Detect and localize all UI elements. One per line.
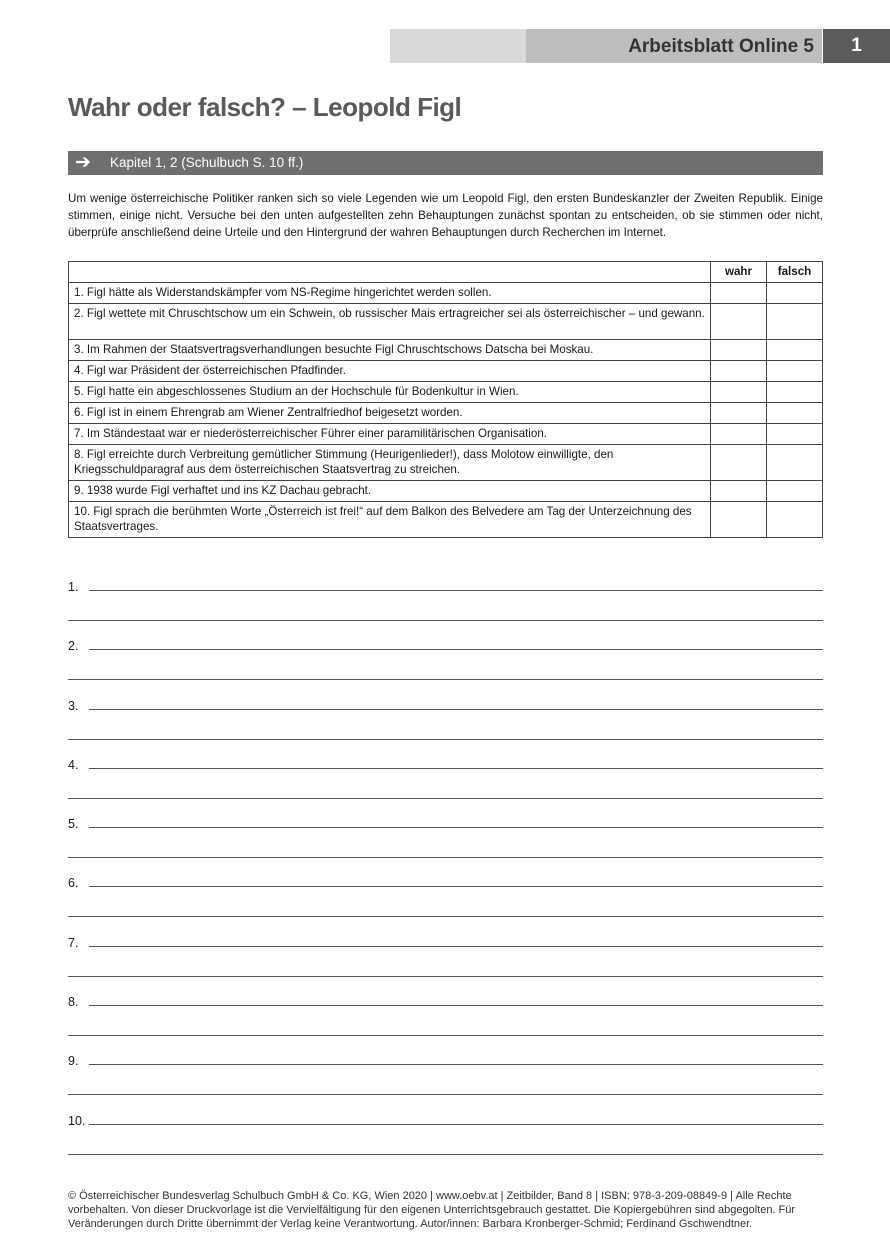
answer-number: 7. <box>68 935 79 950</box>
answer-number: 10. <box>68 1113 86 1128</box>
true-checkbox-cell[interactable] <box>711 424 767 445</box>
statement-text: 8. Figl erreichte durch Verbreitung gemütlicher Stimmung (Heurigenlieder!), dass Molotow einwilligte, den Kriegsschuldparagraf aus dem österreichischen Staatsvertrag zu streichen. <box>69 445 711 481</box>
answer-number: 1. <box>68 580 79 594</box>
true-checkbox-cell[interactable] <box>711 502 767 538</box>
false-checkbox-cell[interactable] <box>767 361 823 382</box>
statement-text: 10. Figl sprach die berühmten Worte „Österreich ist frei!“ auf dem Balkon des Belvedere am Tag der Unterzeichnung des Staatsvertrages. <box>69 502 711 538</box>
false-checkbox-cell[interactable] <box>767 304 823 340</box>
answer-line[interactable] <box>89 886 823 887</box>
false-checkbox-cell[interactable] <box>767 481 823 502</box>
answer-block <box>68 750 823 809</box>
false-checkbox-cell[interactable] <box>767 445 823 481</box>
statement-text: 9. 1938 wurde Figl verhaftet und ins KZ Dachau gebracht. <box>69 481 711 502</box>
arrow-right-icon: ➔ <box>75 152 91 173</box>
answer-line[interactable] <box>68 976 823 977</box>
header-band-light <box>390 29 526 63</box>
statement-text: 5. Figl hatte ein abgeschlossenes Studium an der Hochschule für Bodenkultur in Wien. <box>69 382 711 403</box>
true-checkbox-cell[interactable] <box>711 361 767 382</box>
answer-line[interactable] <box>68 620 823 621</box>
answer-block <box>68 691 823 750</box>
table-row <box>69 481 823 502</box>
answer-line[interactable] <box>89 709 823 710</box>
false-checkbox-cell[interactable] <box>767 424 823 445</box>
page-number: 1 <box>851 35 862 56</box>
answer-line[interactable] <box>89 946 823 947</box>
true-checkbox-cell[interactable] <box>711 304 767 340</box>
table-row <box>69 340 823 361</box>
answer-lines <box>68 572 823 1165</box>
statement-text: 7. Im Ständestaat war er niederösterreichischer Führer einer paramilitärischen Organisation. <box>69 424 711 445</box>
answer-number: 8. <box>68 995 79 1010</box>
answer-line[interactable] <box>68 798 823 799</box>
false-checkbox-cell[interactable] <box>767 283 823 304</box>
table-row <box>69 403 823 424</box>
worksheet-label: Arbeitsblatt Online 5 <box>628 36 814 57</box>
answer-block <box>68 928 823 987</box>
statement-text: 1. Figl hätte als Widerstandskämpfer vom NS-Regime hingerichtet werden sollen. <box>69 283 711 304</box>
statements-table <box>68 261 823 538</box>
answer-line[interactable] <box>89 590 823 591</box>
table-row <box>69 424 823 445</box>
answer-block <box>68 1046 823 1105</box>
answer-block <box>68 868 823 927</box>
answer-line[interactable] <box>89 1005 823 1006</box>
answer-line[interactable] <box>68 1035 823 1036</box>
table-row <box>69 382 823 403</box>
true-checkbox-cell[interactable] <box>711 382 767 403</box>
answer-line[interactable] <box>68 679 823 680</box>
chapter-reference: Kapitel 1, 2 (Schulbuch S. 10 ff.) <box>110 155 304 170</box>
false-checkbox-cell[interactable] <box>767 403 823 424</box>
true-checkbox-cell[interactable] <box>711 340 767 361</box>
answer-line[interactable] <box>68 916 823 917</box>
answer-block <box>68 572 823 631</box>
answer-block <box>68 1106 823 1165</box>
column-header-false: falsch <box>767 262 823 283</box>
column-header-true: wahr <box>711 262 767 283</box>
answer-block <box>68 987 823 1046</box>
statement-text: 4. Figl war Präsident der österreichischen Pfadfinder. <box>69 361 711 382</box>
answer-line[interactable] <box>68 1094 823 1095</box>
statement-text: 2. Figl wettete mit Chruschtschow um ein Schwein, ob russischer Mais ertragreicher sei als österreichischer – und gewann. <box>69 304 711 340</box>
true-checkbox-cell[interactable] <box>711 445 767 481</box>
table-row <box>69 283 823 304</box>
answer-line[interactable] <box>68 1154 823 1155</box>
false-checkbox-cell[interactable] <box>767 502 823 538</box>
false-checkbox-cell[interactable] <box>767 340 823 361</box>
intro-text: Um wenige österreichische Politiker ranken sich so viele Legenden wie um Leopold Figl, den ersten Bundeskanzler der Zweiten Republik. Einige stimmen, einige nicht. Versuche bei den unten aufgestellten zehn Behauptungen zunächst spontan zu entscheiden, ob sie stimmen oder nicht, überprüfe anschließend deine Urteile und den Hintergrund der wahren Behauptungen durch Recherchen im Internet. <box>68 192 823 239</box>
answer-number: 5. <box>68 817 79 832</box>
statement-text: 6. Figl ist in einem Ehrengrab am Wiener Zentralfriedhof beigesetzt worden. <box>69 403 711 424</box>
copyright-footer: © Österreichischer Bundesverlag Schulbuch GmbH & Co. KG, Wien 2020 | www.oebv.at | Zeitbilder, Band 8 | ISBN: 978-3-209-08849-9 | Alle Rechte vorbehalten. Von dieser Druckvorlage ist die Vervielfältigung für den eigenen Unterrichtsgebrauch gestattet. Die Kopiergebühren sind abgegolten. Für Veränderungen durch Dritte übernimmt der Verlag keine Verantwortung. Autor/innen: Barbara Kronberger-Schmid; Ferdinand Gschwendtner. <box>68 1190 796 1230</box>
answer-line[interactable] <box>89 827 823 828</box>
table-row <box>69 304 823 340</box>
answer-number: 3. <box>68 698 79 713</box>
answer-number: 6. <box>68 876 79 891</box>
answer-block <box>68 631 823 690</box>
answer-line[interactable] <box>89 768 823 769</box>
table-header-row <box>69 262 823 283</box>
true-checkbox-cell[interactable] <box>711 481 767 502</box>
answer-line[interactable] <box>89 1064 823 1065</box>
false-checkbox-cell[interactable] <box>767 382 823 403</box>
statement-text: 3. Im Rahmen der Staatsvertragsverhandlungen besuchte Figl Chruschtschows Datscha bei Moskau. <box>69 340 711 361</box>
answer-block <box>68 809 823 868</box>
answer-number: 9. <box>68 1054 79 1069</box>
true-checkbox-cell[interactable] <box>711 283 767 304</box>
table-row <box>69 361 823 382</box>
answer-number: 4. <box>68 757 79 772</box>
page-title: Wahr oder falsch? – Leopold Figl <box>68 92 462 122</box>
table-row <box>69 502 823 538</box>
answer-line[interactable] <box>89 1124 823 1125</box>
answer-line[interactable] <box>89 649 823 650</box>
answer-number: 2. <box>68 639 79 654</box>
answer-line[interactable] <box>68 739 823 740</box>
header-empty-cell <box>69 262 711 283</box>
true-checkbox-cell[interactable] <box>711 403 767 424</box>
table-row <box>69 445 823 481</box>
answer-line[interactable] <box>68 857 823 858</box>
